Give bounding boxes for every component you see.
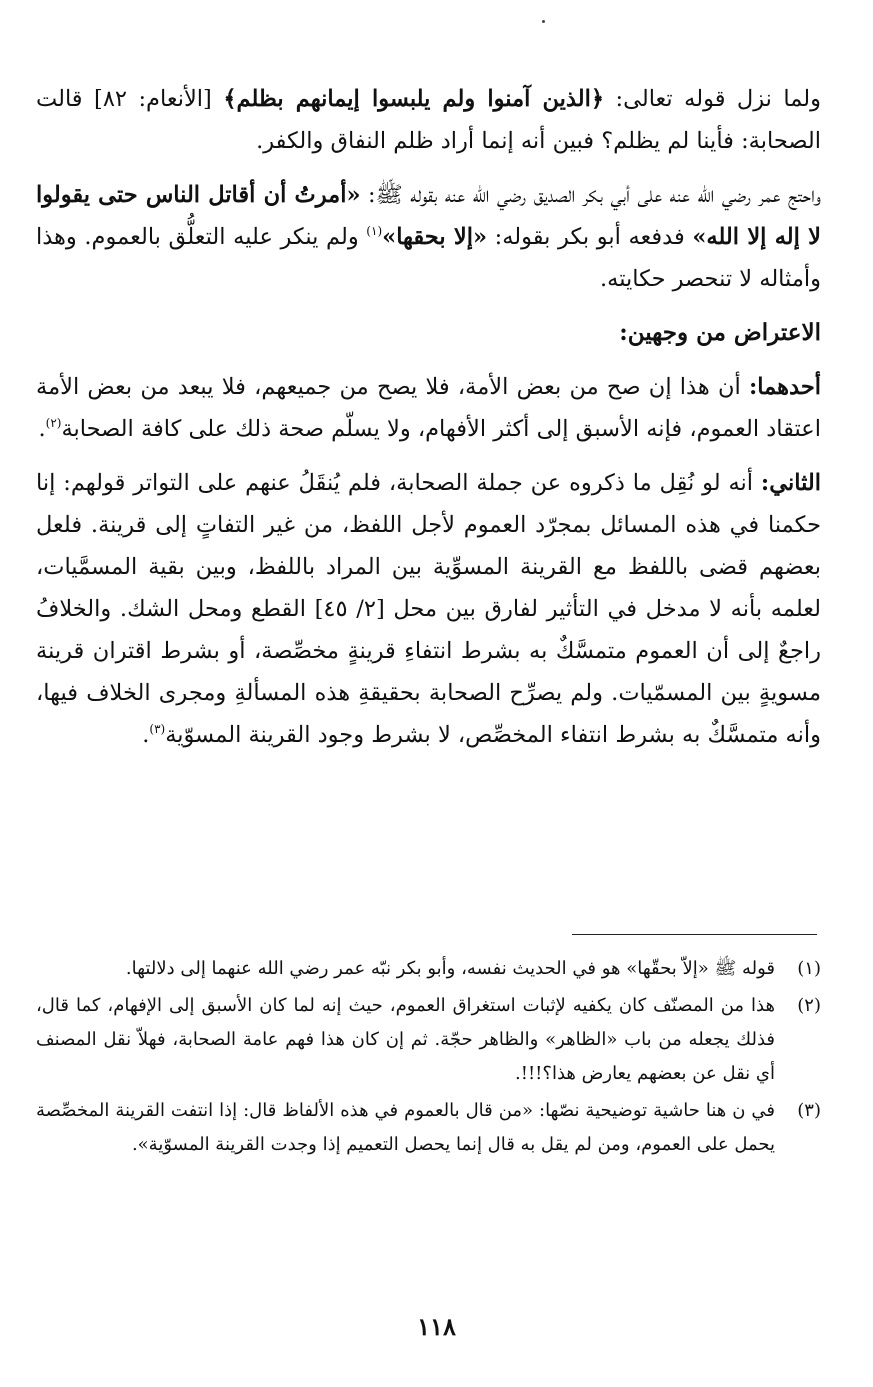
scan-speck xyxy=(542,20,545,23)
objection-first xyxy=(36,366,821,450)
footnote-number: (٢) xyxy=(797,995,821,1016)
objection-second-lead: الثاني: xyxy=(760,470,821,496)
objection-second-text: أنه لو نُقِل ما ذكروه عن جملة الصحابة، فلم يُنقَلُ عنهم على التواتر قولهم: إنا حكمنا في هذه المسائل بمجرّد العموم لأجل اللفظ، من غير التفاتٍ إلى قرينة. فلعل بعضهم قضى باللفظ مع القرينة المسوِّية بين المراد باللفظ، وبين بقية المسمَّيات، لعلمه بأنه لا مدخل في التأثير لفارق بين محل [٢/ ٤٥] القطع ومحل الشك. والخلافُ راجعٌ إلى أن العموم متمسَّكٌ به بشرط انتفاءِ قرينةٍ مخصِّصة، أو بشرط اقتران قرينة مسويةٍ بين المسمّيات. ولم يصرِّح الصحابة بحقيقةِ هذه المسألةِ ومجرى الخلاف فيها، وأنه متمسَّكٌ به بشرط انتفاء المخصِّص، لا بشرط وجود القرينة المسوّية xyxy=(36,470,822,748)
paragraph-hadith-part-1: واحتج عمر رضي الله عنه على أبي بكر الصديق رضي الله عنه بقوله ﷺ: xyxy=(360,182,822,208)
hadith-exception-quote: «إلا بحقها» xyxy=(382,224,488,250)
objection-second-end: . xyxy=(142,722,150,748)
footnote-2 xyxy=(36,989,821,1091)
objection-first-text: أن هذا إن صح من بعض الأمة، فلا يصح من جميعهم، فلا يبعد من بعض الأمة اعتقاد العموم، فإنه الأسبق إلى أكثر الأفهام، ولا يسلّم صحة ذلك على كافة الصحابة xyxy=(36,374,821,442)
footnote-text: هذا من المصنّف كان يكفيه لإثبات استغراق العموم، حيث إنه لما كان الأسبق إلى الإفهام، كما قال، فذلك يجعله من باب «الظاهر» والظاهر حجّة. ثم إن كان هذا فهم عامة الصحابة، فهلاّ نقل المصنف أي نقل عن بعضهم يعارض هذا؟!!!. xyxy=(36,995,775,1084)
objection-second xyxy=(36,462,821,756)
paragraph-verse xyxy=(36,78,821,162)
objection-first-lead: أحدهما: xyxy=(748,374,821,400)
objection-first-end: . xyxy=(38,416,46,442)
paragraph-verse-part-2: [الأنعام: ٨٢] قالت الصحابة: فأينا لم يظلم؟ فبين أنه إنما أراد ظلم النفاق والكفر. xyxy=(36,86,821,154)
section-heading: الاعتراض من وجهين: xyxy=(619,319,821,346)
paragraph-hadith xyxy=(36,174,821,300)
paragraph-verse-part-1: ولما نزل قوله تعالى: xyxy=(604,86,822,112)
page-body xyxy=(36,78,821,768)
page-number: ١١٨ xyxy=(417,1312,456,1341)
hadith-quote: «أمرتُ أن أقاتل الناس حتى يقولوا لا إله إلا الله» xyxy=(36,182,822,250)
footnote-ref-3[interactable]: (٣) xyxy=(149,722,166,736)
quranic-verse: ﴿الذين آمنوا ولم يلبسوا إيمانهم بظلم﴾ xyxy=(223,86,605,112)
footnote-text: في ن هنا حاشية توضيحية نصّها: «من قال بالعموم في هذه الألفاظ قال: إذا انتفت القرينة المخصِّصة يحمل على العموم، ومن لم يقل به قال إنما يحصل التعميم إذا وجدت القرينة المسوّية». xyxy=(36,1100,775,1155)
footnote-ref-2[interactable]: (٢) xyxy=(45,416,62,430)
footnote-3 xyxy=(36,1094,821,1162)
footnote-number: (١) xyxy=(797,958,821,979)
footnote-1 xyxy=(36,952,821,986)
paragraph-hadith-part-2: فدفعه أبو بكر بقوله: xyxy=(487,224,693,250)
footnote-separator xyxy=(572,934,817,935)
footnote-ref-1[interactable]: (١) xyxy=(366,224,383,238)
footnote-number: (٣) xyxy=(797,1100,821,1121)
paragraph-hadith-part-3: ولم ينكر عليه التعلُّق بالعموم. وهذا وأمثاله لا تنحصر حكايته. xyxy=(36,224,821,292)
footnotes xyxy=(36,952,821,1165)
footnote-text: قوله ﷺ «إلاّ بحقّها» هو في الحديث نفسه، وأبو بكر نبّه عمر رضي الله عنهما إلى دلالتها. xyxy=(125,958,775,979)
